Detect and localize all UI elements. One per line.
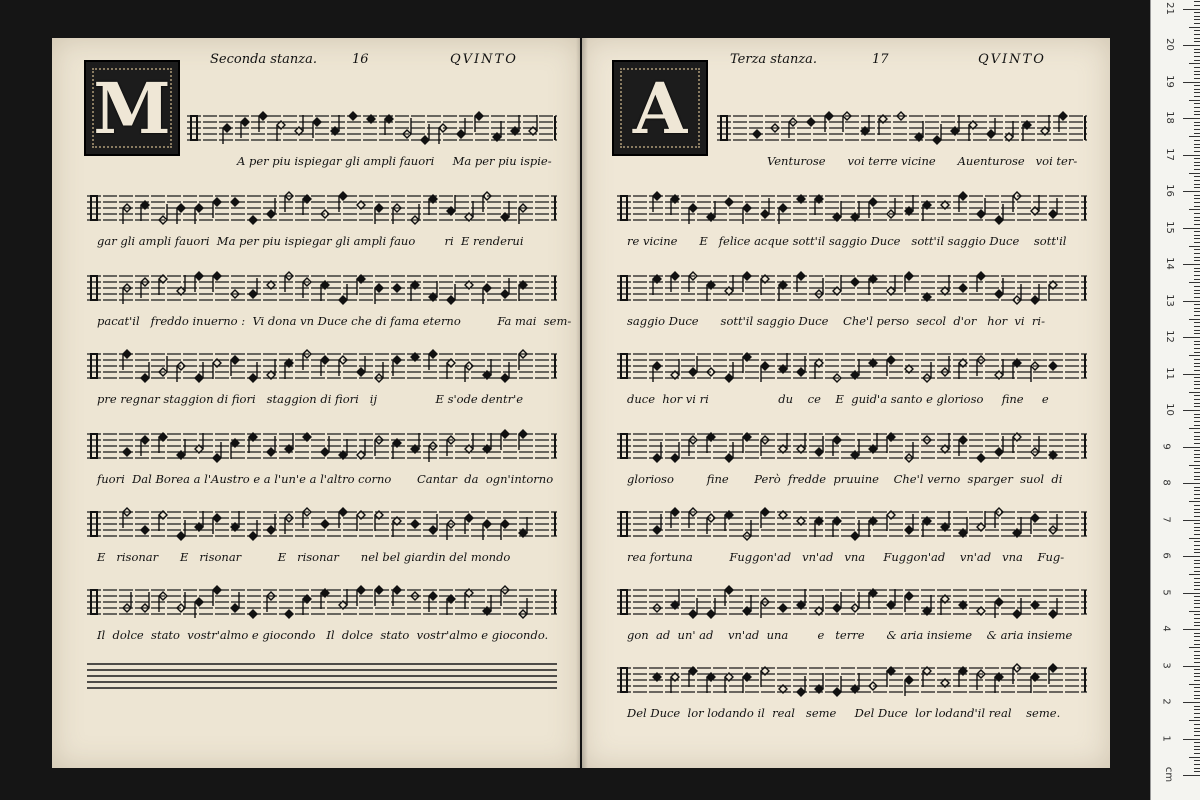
lyric-line: glorioso fine Però fredde pruuine Che'l verno sparger suol di <box>627 472 1063 486</box>
measuring-ruler <box>1150 0 1200 800</box>
lyric-line: duce hor vi ri du ce E guid'a santo e glorioso fine e <box>627 392 1049 406</box>
music-staff <box>87 346 557 386</box>
ruler-number: 3 <box>1160 661 1172 669</box>
decorated-initial-right <box>612 60 708 156</box>
page-number: 17 <box>872 52 889 67</box>
ruler-number: 11 <box>1163 366 1175 380</box>
lyric-line: fuori Dal Borea a l'Austro e a l'un'e a l'altro corno Cantar da ogn'intorno <box>97 472 554 486</box>
stanza-title: Terza stanza. <box>730 52 818 67</box>
music-staff <box>717 108 1087 148</box>
lyric-line: gon ad un' ad vn'ad una e terre & aria insieme & aria insieme <box>627 628 1073 642</box>
voice-part: QVINTO <box>450 52 518 67</box>
lyric-line: rea fortuna Fuggon'ad vn'ad vna Fuggon'ad vn'ad vna Fug- <box>627 550 1065 564</box>
ruler-number: 14 <box>1163 257 1175 270</box>
music-staff <box>617 582 1087 622</box>
ruler-number: 19 <box>1163 74 1175 88</box>
lyric-line: pacat'il freddo inuerno : Vi dona vn Duce che di fama eterno Fa mai sem- <box>97 314 572 328</box>
ruler-number: 7 <box>1160 515 1172 523</box>
ruler-number: 13 <box>1163 293 1175 307</box>
ruler-number: 10 <box>1163 403 1175 416</box>
music-staff <box>617 426 1087 466</box>
ruler-unit: cm <box>1163 766 1175 783</box>
ruler-number: 15 <box>1163 220 1175 234</box>
right-page <box>582 38 1110 768</box>
initial-letter: M <box>93 66 171 150</box>
lyric-line: Venturose voi terre vicine Auenturose voi ter- <box>767 154 1078 168</box>
book-spread <box>52 38 1112 768</box>
music-staff <box>87 188 557 228</box>
ruler-number: 6 <box>1160 552 1172 559</box>
lyric-line: E risonar E risonar E risonar nel bel giardin del mondo <box>97 550 511 564</box>
page-number: 16 <box>352 52 369 67</box>
empty-staff <box>87 656 557 696</box>
ruler-number: 16 <box>1163 184 1175 197</box>
left-page <box>52 38 580 768</box>
music-staff <box>87 268 557 308</box>
lyric-line: gar gli ampli fauori Ma per piu ispiegar gli ampli fauo ri E renderui <box>97 234 524 248</box>
lyric-line: Il dolce stato vostr'almo e giocondo Il dolce stato vostr'almo e giocondo. <box>97 628 549 642</box>
voice-part: QVINTO <box>978 52 1046 67</box>
music-staff <box>617 268 1087 308</box>
ruler-number: 18 <box>1163 111 1175 124</box>
lyric-line: saggio Duce sott'il saggio Duce Che'l perso secol d'or hor vi ri- <box>627 314 1045 328</box>
lyric-line: A per piu ispiegar gli ampli fauori Ma per piu ispie- <box>237 154 552 168</box>
music-staff <box>187 108 557 148</box>
stanza-title: Seconda stanza. <box>210 52 318 67</box>
lyric-line: pre regnar staggion di fiori staggion di fiori ij E s'ode dentr'e <box>97 392 524 406</box>
ruler-number: 1 <box>1160 734 1172 742</box>
ruler-number: 17 <box>1163 147 1175 161</box>
ruler-number: 2 <box>1160 698 1172 705</box>
music-staff <box>617 188 1087 228</box>
ruler-number: 8 <box>1160 479 1172 486</box>
ruler-number: 9 <box>1160 442 1172 450</box>
ruler-number: 20 <box>1163 38 1175 51</box>
music-staff <box>87 426 557 466</box>
ruler-number: 4 <box>1160 625 1172 632</box>
ruler-number: 21 <box>1163 1 1175 15</box>
music-staff <box>87 582 557 622</box>
ruler-number: 12 <box>1163 330 1175 343</box>
music-staff <box>87 504 557 544</box>
lyric-line: Del Duce lor lodando il real seme Del Duce lor lodand'il real seme. <box>627 706 1061 720</box>
music-staff <box>617 346 1087 386</box>
ruler-number: 5 <box>1160 588 1172 596</box>
music-staff <box>617 504 1087 544</box>
book-gutter <box>576 38 588 768</box>
music-staff <box>617 660 1087 700</box>
decorated-initial-left <box>84 60 180 156</box>
lyric-line: re vicine E felice acque sott'il saggio Duce sott'il saggio Duce sott'il <box>627 234 1067 248</box>
initial-letter: A <box>632 66 688 150</box>
